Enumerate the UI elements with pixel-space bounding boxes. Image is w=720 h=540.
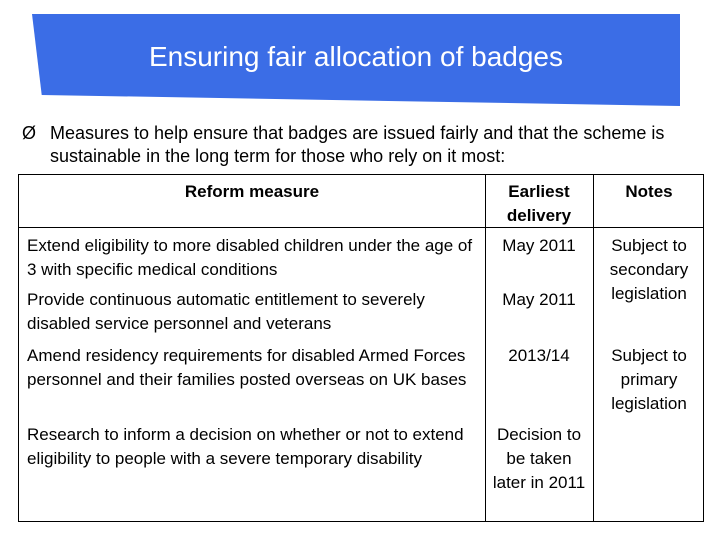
intro-text: Measures to help ensure that badges are issued fairly and that the scheme is sustainable in the long term for those who rely on it most: xyxy=(50,123,665,166)
table-row-delivery: 2013/14 xyxy=(508,346,570,365)
intro-bullet xyxy=(22,122,702,168)
table-row-measure: Amend residency requirements for disabled Armed Forces personnel and their families posted overseas on UK bases xyxy=(27,346,467,389)
table-row-measure: Provide continuous automatic entitlement to severely disabled service personnel and veterans xyxy=(27,290,425,333)
reform-table xyxy=(18,174,704,522)
notes-secondary-legislation: Subject to secondary legislation xyxy=(609,236,689,303)
table-row-measure: Extend eligibility to more disabled children under the age of 3 with specific medical conditions xyxy=(27,236,473,279)
table-row-delivery: May 2011 xyxy=(502,236,576,255)
header-reform-measure: Reform measure xyxy=(184,182,320,201)
header-earliest-delivery: Earliest delivery xyxy=(506,182,572,225)
table-row-delivery: Decision to be taken later in 2011 xyxy=(492,425,586,492)
table-row-delivery: May 2011 xyxy=(502,290,576,309)
header-divider xyxy=(19,227,703,228)
notes-primary-legislation: Subject to primary legislation xyxy=(611,346,687,413)
header-notes: Notes xyxy=(625,182,673,201)
arrow-bullet-icon: Ø xyxy=(22,123,37,143)
table-row-measure: Research to inform a decision on whether or not to extend eligibility to people with a severe temporary disability xyxy=(27,425,464,468)
slide-title: Ensuring fair allocation of badges xyxy=(148,41,564,72)
